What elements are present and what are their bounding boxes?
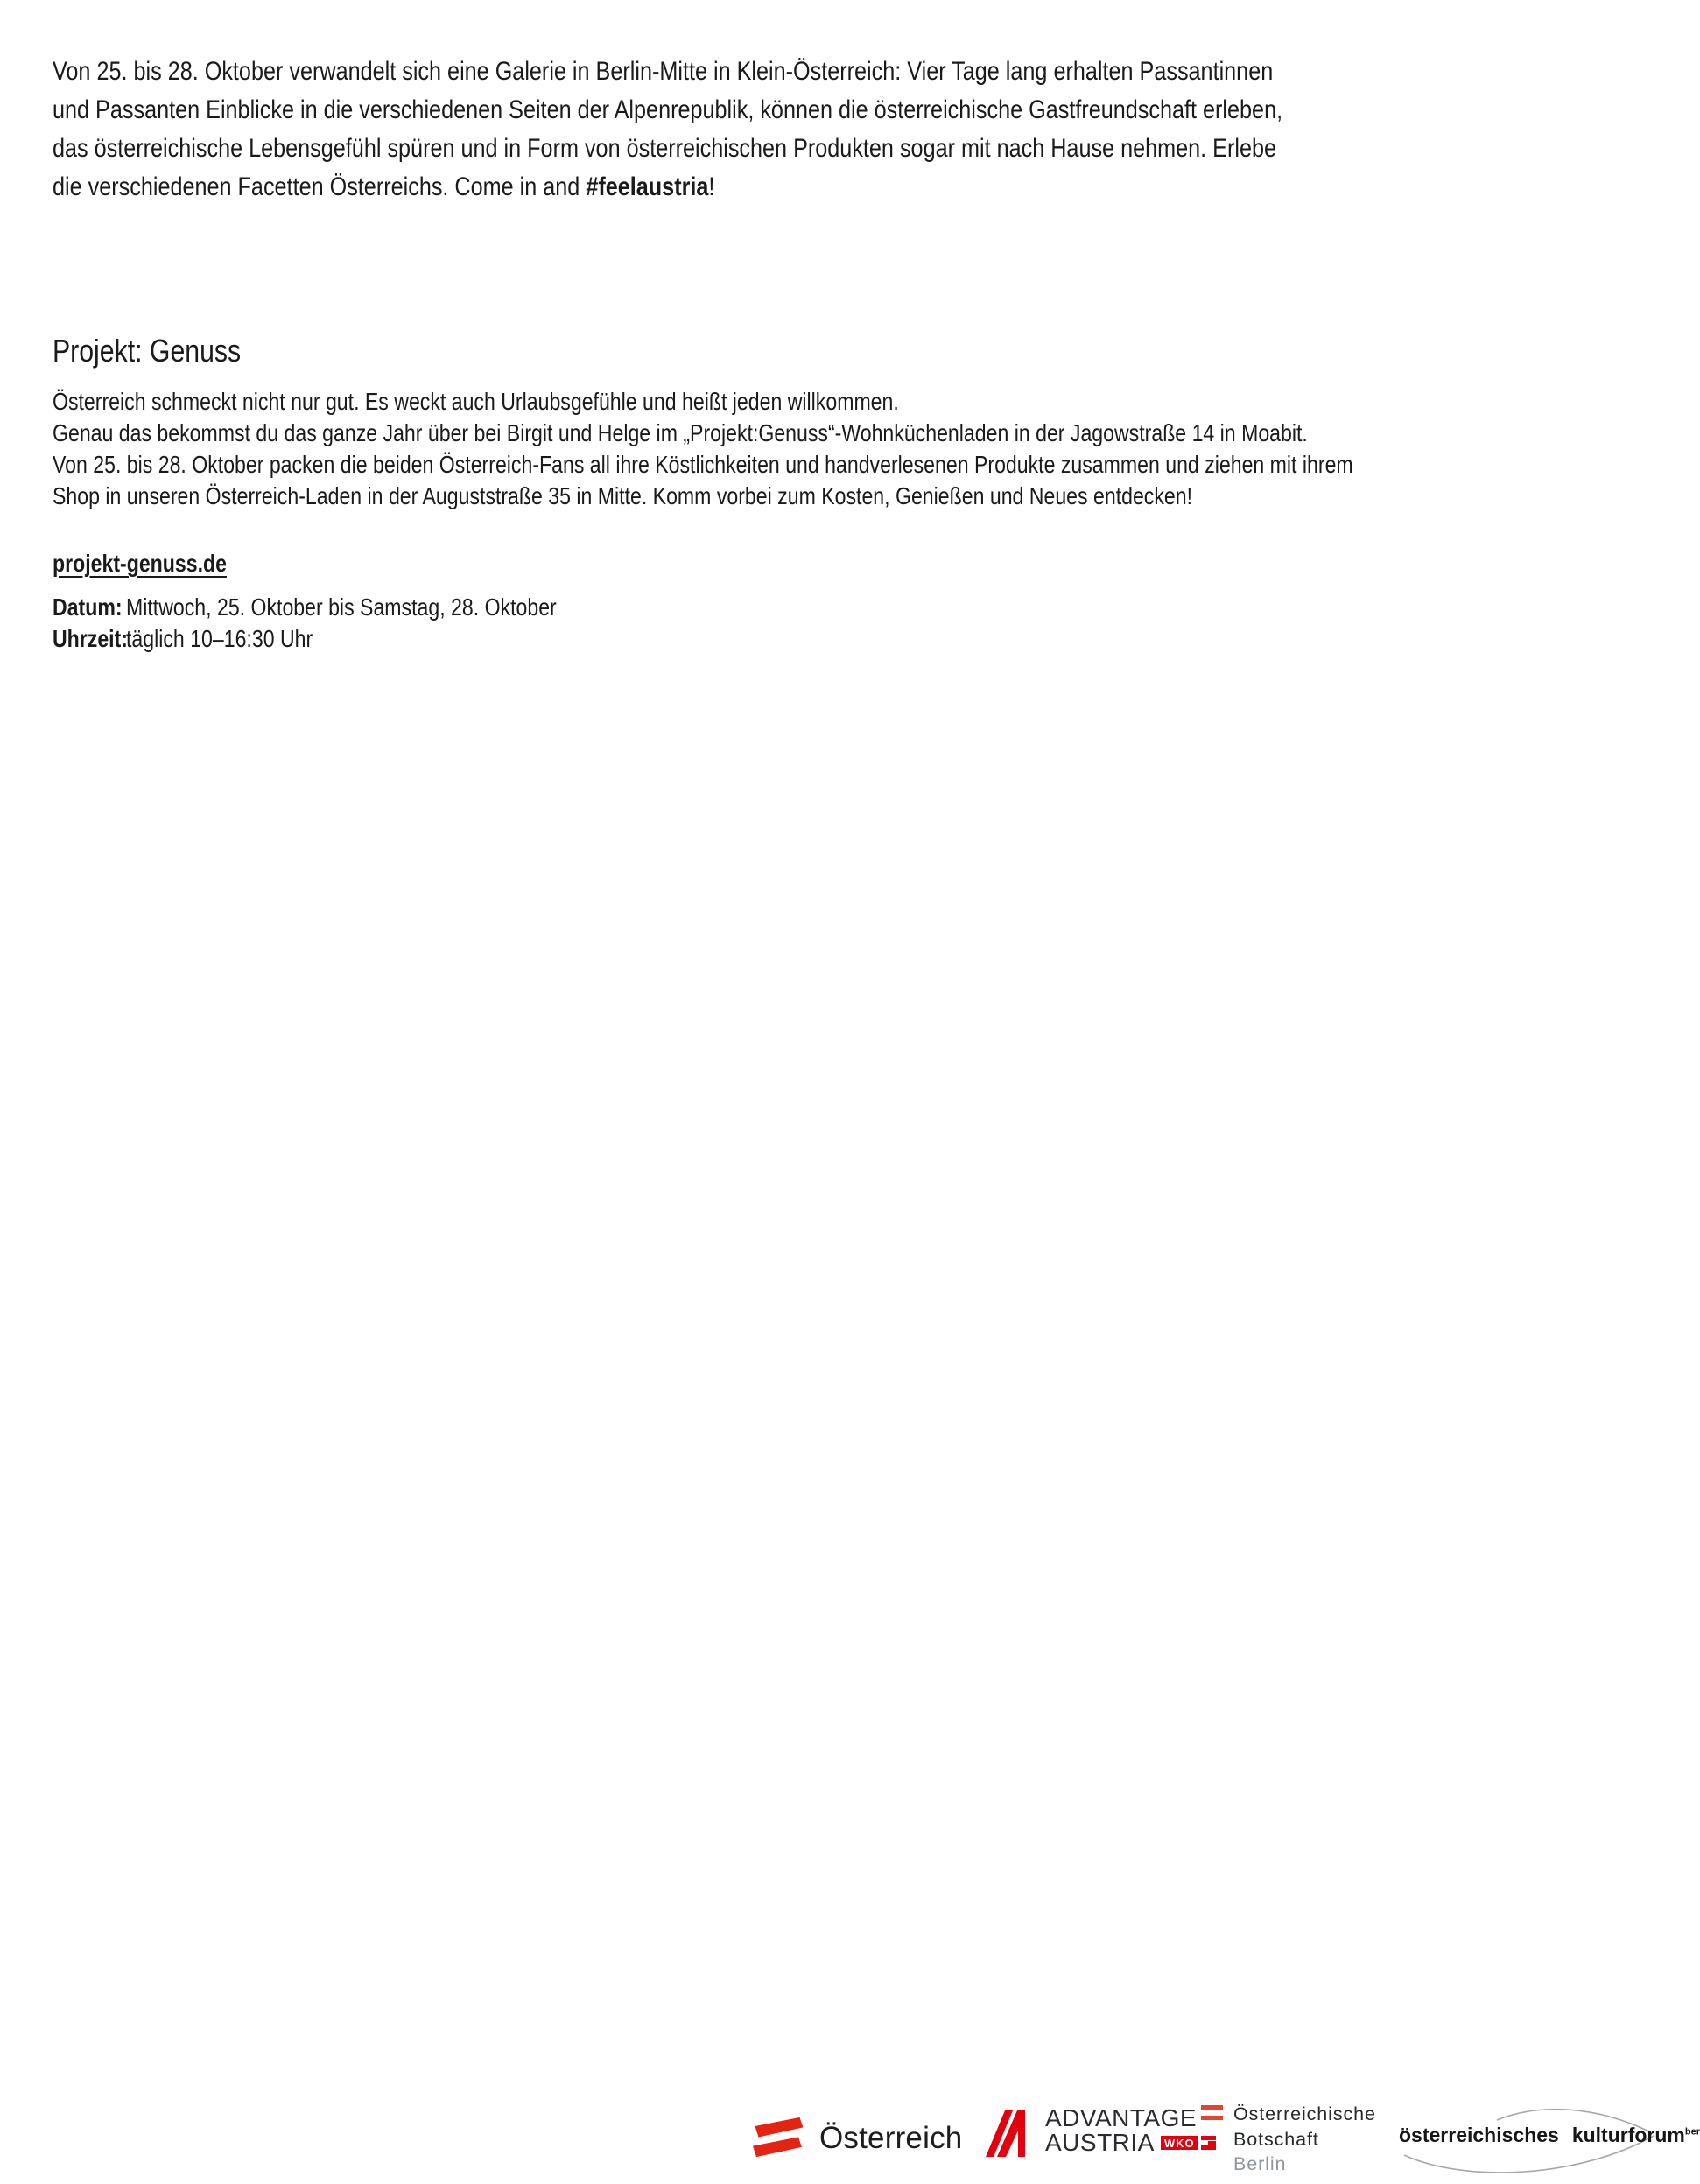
event-details: [53, 592, 557, 654]
kulturforum-sup: ber: [1684, 2126, 1700, 2138]
advantage-line1: ADVANTAGE: [1045, 2104, 1198, 2131]
botschaft-line1: Österreichische: [1233, 2103, 1376, 2124]
body-line: Österreich schmeckt nicht nur gut. Es weckt auch Urlaubsgefühle und heißt jeden willkommen.: [53, 388, 899, 415]
detail-row-datum: [53, 592, 557, 623]
intro-line: und Passanten Einblicke in die verschiedenen Seiten der Alpenrepublik, können die österreichische Gastfreundschaft erleben,: [53, 95, 1283, 124]
website-link[interactable]: projekt-genuss.de: [53, 550, 227, 577]
hashtag-feelaustria: #feelaustria: [586, 172, 709, 201]
austria-flag-icon: [1201, 2105, 1223, 2120]
intro-line: das österreichische Lebensgefühl spüren und in Form von österreichischen Produkten sogar mit nach Hause nehmen. Erlebe: [53, 134, 1276, 163]
kulturforum-text: [1399, 2124, 1700, 2147]
intro-line: [53, 168, 1282, 207]
datum-label: Datum:: [53, 593, 123, 621]
logo-botschaft: [1201, 2102, 1376, 2177]
advantage-line2-row: [1045, 2131, 1216, 2155]
intro-line: Von 25. bis 28. Oktober verwandelt sich eine Galerie in Berlin-Mitte in Klein-Österreich: Vier Tage lang erhalten Passantinnen: [53, 57, 1274, 86]
datum-value: Mittwoch, 25. Oktober bis Samstag, 28. Oktober: [126, 593, 557, 621]
detail-row-uhrzeit: [53, 623, 557, 655]
uhrzeit-value: täglich 10–16:30 Uhr: [126, 624, 313, 652]
body-line: Von 25. bis 28. Oktober packen die beiden Österreich-Fans all ihre Köstlichkeiten und handverlesenen Produkte zusammen und ziehen mit ihrem: [53, 451, 1353, 478]
botschaft-line3: Berlin: [1233, 2153, 1287, 2174]
intro-last-line-suffix: !: [708, 172, 715, 201]
kulturforum-word2: kulturforum: [1571, 2124, 1685, 2146]
austria-brush-strokes-icon: [749, 2115, 807, 2162]
logo-oesterreich: [749, 2114, 962, 2163]
wko-badge: WKO: [1161, 2136, 1198, 2150]
uhrzeit-label: Uhrzeit:: [53, 624, 128, 652]
advantage-austria-text: [1045, 2106, 1216, 2155]
kulturforum-word1: österreichisches: [1399, 2124, 1559, 2146]
body-line: Shop in unseren Österreich-Laden in der Auguststraße 35 in Mitte. Komm vorbei zum Kosten, Genießen und Neues entdecken!: [53, 482, 1193, 509]
botschaft-line2: Botschaft: [1233, 2128, 1319, 2150]
footer-logos: [0, 1046, 1700, 2174]
logo-advantage-austria: [984, 2106, 1216, 2159]
botschaft-text: [1233, 2102, 1376, 2177]
section-title: Projekt: Genuss: [53, 333, 242, 369]
intro-paragraph: [53, 53, 1282, 207]
logo-kulturforum: [1394, 2101, 1700, 2184]
advantage-mountain-icon: [984, 2106, 1038, 2159]
advantage-line2: AUSTRIA: [1045, 2129, 1155, 2156]
body-paragraph: [53, 386, 1353, 512]
oesterreich-wordmark: Österreich: [819, 2121, 963, 2155]
intro-last-line-prefix: die verschiedenen Facetten Österreichs. Come in and: [53, 172, 587, 201]
body-line: Genau das bekommst du das ganze Jahr über bei Birgit und Helge im „Projekt:Genuss“-Wohnküchenladen in der Jagowstraße 14 in Moabit.: [53, 419, 1308, 446]
